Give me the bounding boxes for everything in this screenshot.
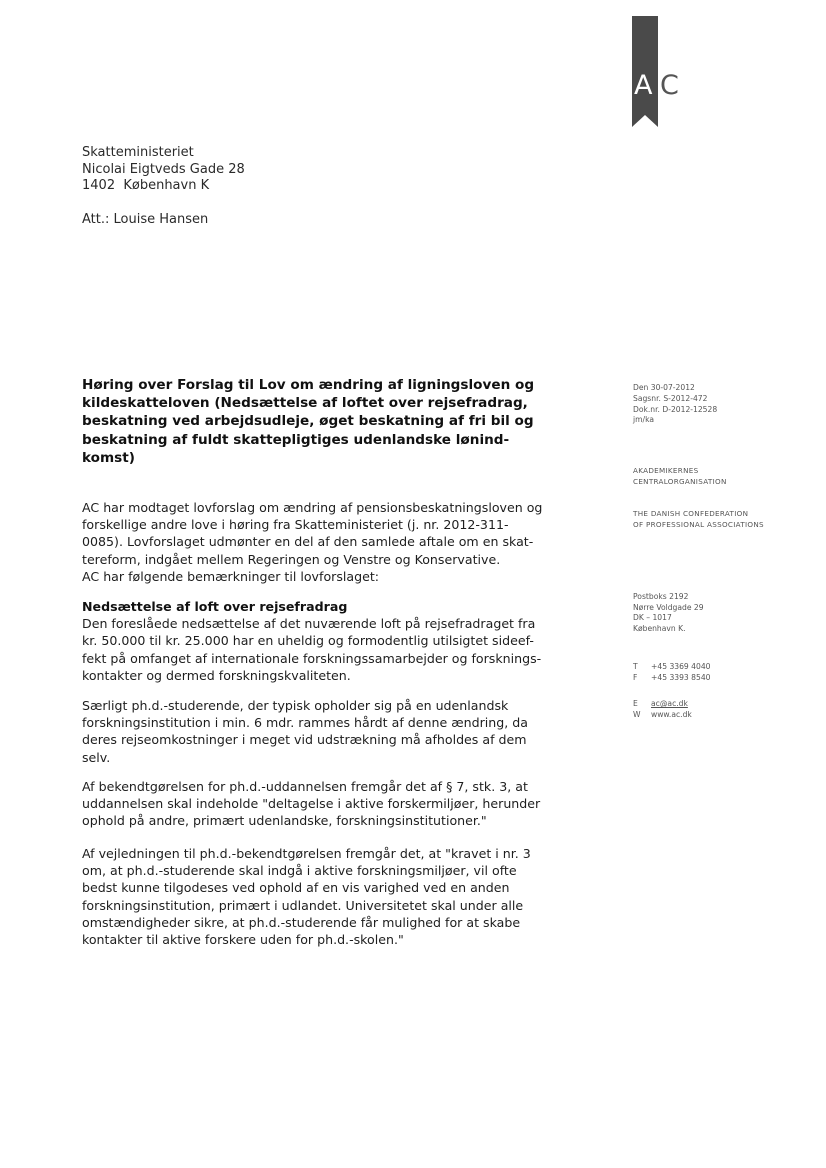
recipient-address (82, 145, 245, 195)
sender-address-line: Nørre Voldgade 29 (633, 602, 704, 612)
email-web-block (633, 699, 692, 720)
body-line: omstændigheder sikre, at ph.d.-studerende får mulighed for at skabe (82, 914, 521, 930)
body-line: forskellige andre love i høring fra Skatteministeriet (j. nr. 2012-311- (82, 517, 509, 533)
phone-number: +45 3369 4040 (651, 662, 711, 671)
body-line: Af vejledningen til ph.d.-bekendtgørelsen fremgår det, at "kravet i nr. 3 (82, 846, 531, 861)
body-line: fekt på omfanget af internationale forskningssamarbejder og forsknings- (82, 650, 542, 666)
paragraph-four (82, 845, 597, 948)
meta-case-number: Sagsnr. S-2012-472 (633, 393, 708, 403)
body-line: selv. (82, 749, 111, 765)
paragraph-three (82, 778, 597, 830)
title-line: komst) (82, 449, 135, 466)
meta-date: Den 30-07-2012 (633, 383, 695, 392)
organisation-name-danish (633, 466, 727, 488)
title-line: beskatning ved arbejdsudleje, øget beskatning af fri bil og (82, 413, 534, 430)
meta-initials: jm/ka (633, 415, 654, 425)
fax-row (633, 673, 711, 684)
recipient-line: Nicolai Eigtveds Gade 28 (82, 161, 245, 177)
logo-letter-a: A (634, 70, 653, 101)
intro-paragraph (82, 499, 597, 585)
phone-fax-block (633, 662, 711, 683)
sender-address-line: Postboks 2192 (633, 592, 689, 601)
title-line: kildeskatteloven (Nedsættelse af loftet over rejsefradrag, (82, 395, 528, 412)
letter-title (82, 376, 597, 467)
web-key: W (633, 709, 641, 719)
body-line: kr. 50.000 til kr. 25.000 har en uheldig og formodentlig utilsigtet sideef- (82, 633, 534, 649)
fax-number: +45 3393 8540 (651, 672, 711, 682)
email-link[interactable]: ac@ac.dk (651, 699, 688, 708)
phone-row (633, 662, 711, 673)
meta-document-number: Dok.nr. D-2012-12528 (633, 404, 718, 414)
organisation-name-english (633, 509, 764, 531)
section-one (82, 598, 597, 684)
org-line: CENTRALORGANISATION (633, 476, 727, 486)
title-line: beskatning af fuldt skattepligtiges udenlandske lønind- (82, 431, 510, 448)
body-line: bedst kunne tilgodeses ved ophold af en vis varighed ved en anden (82, 880, 510, 896)
body-line: forskningsinstitution i min. 6 mdr. rammes hårdt af denne ændring, da (82, 715, 528, 731)
body-line: Særligt ph.d.-studerende, der typisk opholder sig på en udenlandsk (82, 698, 509, 713)
org-line: AKADEMIKERNES (633, 466, 699, 475)
body-line: uddannelsen skal indeholde "deltagelse i aktive forskermiljøer, herunder (82, 796, 541, 812)
body-line: om, at ph.d.-studerende skal indgå i aktive forskningsmiljøer, vil ofte (82, 863, 517, 879)
body-line: forskningsinstitution, primært i udlandet. Universitetet skal under alle (82, 897, 524, 913)
org-line: OF PROFESSIONAL ASSOCIATIONS (633, 519, 764, 529)
recipient-line: Skatteministeriet (82, 145, 194, 160)
email-row (633, 699, 692, 710)
org-line: THE DANISH CONFEDERATION (633, 509, 749, 518)
body-line: kontakter til aktive forskere uden for ph.d.-skolen." (82, 932, 404, 948)
body-line: AC har modtaget lovforslag om ændring af pensionsbeskatningsloven og (82, 500, 543, 515)
body-line: Af bekendtgørelsen for ph.d.-uddannelsen fremgår det af § 7, stk. 3, at (82, 779, 528, 794)
email-key: E (633, 699, 638, 708)
attention-line: Att.: Louise Hansen (82, 212, 209, 227)
body-line: AC har følgende bemærkninger til lovforslaget: (82, 568, 380, 584)
title-line: Høring over Forslag til Lov om ændring af ligningsloven og (82, 377, 535, 393)
logo-letter-c: C (660, 70, 679, 101)
body-line: Den foreslåede nedsættelse af det nuværende loft på rejsefradraget fra (82, 616, 536, 632)
recipient-line: 1402 København K (82, 178, 210, 193)
paragraph-two (82, 697, 597, 766)
sender-address-line: DK – 1017 (633, 613, 672, 622)
web-row (633, 710, 692, 721)
body-line: deres rejseomkostninger i meget vid udstrækning må afholdes af dem (82, 732, 527, 748)
sender-address-line: København K. (633, 623, 686, 633)
body-line: 0085). Lovforslaget udmønter en del af den samlede aftale om en skat- (82, 534, 534, 550)
fax-key: F (633, 672, 638, 682)
sender-address (633, 592, 704, 634)
phone-key: T (633, 662, 638, 671)
case-metadata (633, 383, 717, 426)
body-line: ophold på andre, primært udenlandske, forskningsinstitutioner." (82, 813, 487, 829)
web-address: www.ac.dk (651, 709, 692, 719)
body-line: tereform, indgået mellem Regeringen og Venstre og Konservative. (82, 551, 501, 567)
section-heading: Nedsættelse af loft over rejsefradrag (82, 599, 348, 614)
body-line: kontakter og dermed forskningskvaliteten. (82, 667, 351, 683)
